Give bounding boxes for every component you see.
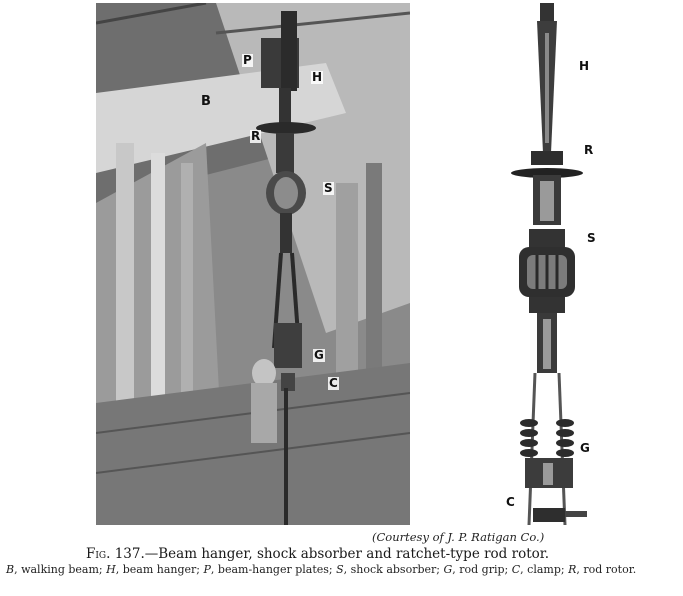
figure-caption-title bbox=[86, 546, 549, 562]
key-letter-s: S bbox=[336, 563, 344, 576]
label-s: S bbox=[324, 181, 333, 195]
figure-key bbox=[6, 563, 682, 576]
key-text-c: , clamp; bbox=[520, 563, 569, 576]
label-b: B bbox=[201, 94, 211, 109]
key-letter-b: B bbox=[6, 563, 15, 576]
label-p: P bbox=[243, 53, 252, 67]
key-letter-g: G bbox=[443, 563, 453, 576]
photo-beam-hanger-installation bbox=[96, 3, 410, 525]
key-letter-h: H bbox=[106, 563, 116, 576]
key-letter-r: R bbox=[568, 563, 577, 576]
label-h: H bbox=[312, 70, 323, 84]
key-text-g: , rod grip; bbox=[452, 563, 512, 576]
key-letter-c: C bbox=[511, 563, 521, 576]
figure-number: Fig. 137. bbox=[86, 546, 145, 562]
photo-credit: (Courtesy of J. P. Ratigan Co.) bbox=[372, 530, 545, 544]
label-r-closeup: R bbox=[584, 143, 594, 157]
key-text-p: , beam-hanger plates; bbox=[210, 563, 337, 576]
label-c-closeup: C bbox=[506, 495, 515, 509]
key-text-h: , beam hanger; bbox=[115, 563, 204, 576]
key-text-r: , rod rotor. bbox=[576, 563, 637, 576]
label-g-closeup: G bbox=[580, 441, 590, 455]
key-text-s: , shock absorber; bbox=[343, 563, 444, 576]
key-text-b: , walking beam; bbox=[14, 563, 107, 576]
label-g: G bbox=[314, 348, 324, 362]
label-s-closeup: S bbox=[587, 231, 596, 245]
key-letter-p: P bbox=[203, 563, 211, 576]
label-c: C bbox=[329, 376, 338, 390]
label-h-closeup: H bbox=[579, 59, 590, 73]
label-r: R bbox=[251, 129, 261, 143]
figure-title: —Beam hanger, shock absorber and ratchet-type rod rotor. bbox=[144, 546, 550, 562]
